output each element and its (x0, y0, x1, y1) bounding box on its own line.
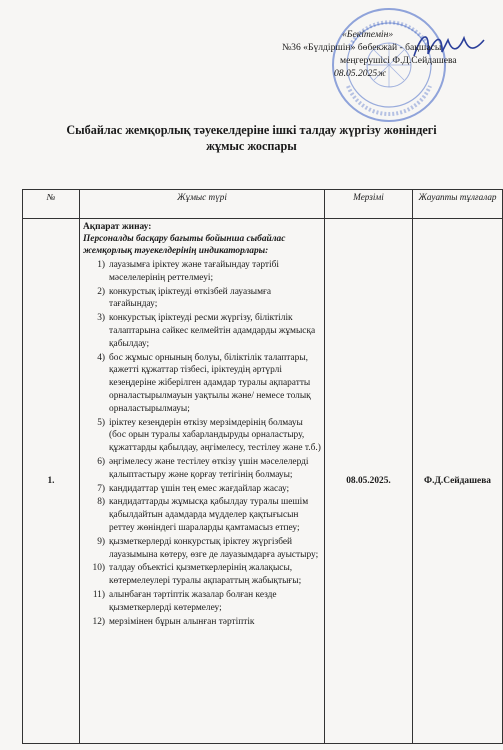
list-item (83, 589, 321, 615)
table-row (23, 219, 503, 744)
section-subtitle: Персоналды басқару бағыты бойынша сыбайлас жемқорлық тәуекелдерінің индикаторлары: (83, 234, 286, 256)
list-item (83, 352, 321, 416)
list-item-number: 5) (97, 417, 105, 428)
work-type-cell (80, 219, 325, 744)
list-item-number: 7) (97, 483, 105, 494)
list-item (83, 616, 321, 629)
list-item (83, 259, 321, 285)
responsible-cell: Ф.Д.Сейдашева (413, 219, 503, 744)
list-item (83, 417, 321, 455)
approval-heading: «Бекітемін» (342, 29, 394, 40)
list-item-text: лауазымға іріктеу және тағайындау тәртібі мәселелерінің реттелмеуі; (109, 260, 280, 283)
row-number: 1. (23, 219, 80, 744)
section-title: Ақпарат жинау: (83, 222, 152, 232)
list-item-number: 1) (97, 260, 105, 270)
list-item (83, 286, 321, 312)
list-item-number: 3) (97, 313, 105, 324)
list-item-text: бос жұмыс орнының болуы, біліктілік талаптары, қажетті құжаттар тізбесі, іріктеудің әртүрлі кезеңдеріне жіберілген адамдар туралы ақпаратты орналастырылмауын уақтылы және/ немесе толық орналастырылмауы; (109, 352, 311, 414)
list-item-number: 10) (92, 563, 105, 574)
list-item (83, 536, 321, 562)
list-item-text: кандидаттарды жұмысқа қабылдау туралы шешім қабылдайтын адамдарда мүдделер қақтығысын реттеу жөніндегі шараларды қамтамасыз етпеу; (109, 497, 309, 533)
list-item-number: 9) (97, 536, 105, 547)
deadline-cell: 08.05.2025. (325, 219, 413, 744)
list-item-text: кандидаттар үшін тең емес жағдайлар жасау; (109, 483, 290, 494)
list-item (83, 312, 321, 350)
title-line-1: Сыбайлас жемқорлық тәуекелдеріне ішкі талдау жүргізу жөніндегі (66, 123, 437, 137)
list-item-text: мерзімінен бұрын алынған тәртіптік (109, 616, 255, 627)
list-item (83, 456, 321, 482)
header-work-type: Жұмыс түрі (80, 190, 325, 219)
list-item-text: конкурстық іріктеуді өткізбей лауазымға тағайындау; (109, 286, 272, 310)
list-item-text: конкурстық іріктеуді ресми жүргізу, біліктілік талаптарына сәйкес келмейтін адамдарды жұмысқа қабылдау; (109, 313, 316, 349)
list-item-number: 8) (97, 497, 105, 508)
header-deadline: Мерзімі (325, 190, 413, 219)
header-number: № (23, 190, 80, 219)
list-item (83, 562, 321, 588)
list-item-text: алынбаған тәртіптік жазалар болған кезде қызметкерлерді көтермелеу; (109, 589, 277, 613)
table-header-row (23, 190, 503, 219)
document-title (40, 122, 463, 154)
list-item-text: қызметкерлерді конкурстық іріктеу жүргізбей лауазымына көтеру, өзге де лауазымдарға ауыстыру; (109, 536, 319, 560)
list-item-text: іріктеу кезеңдерін өткізу мерзімдерінің болмауы (бос орын туралы хабарландыруды орналастыру, құжаттарды қабылдау, әңгімелесу, тестілеу және т.б.) (109, 417, 321, 454)
list-item-number: 6) (97, 456, 105, 467)
indicator-list (83, 259, 321, 628)
list-item-text: әңгімелесу және тестілеу өткізу үшін мәселелерді қалыптастыру және қорғау тетігінің болмауы; (109, 456, 309, 480)
list-item-number: 2) (97, 286, 105, 297)
approval-organization: №36 «Бүлдіршін» бөбекжай - бақшасы (282, 42, 442, 53)
title-line-2: жұмыс жоспары (206, 139, 297, 153)
work-plan-table (22, 189, 503, 744)
list-item (83, 496, 321, 534)
list-item-text: талдау объектісі қызметкерлерінің жалақысы, көтермелеулері туралы ақпараттың жабықтығы; (109, 563, 302, 587)
list-item-number: 11) (92, 589, 105, 600)
list-item (83, 483, 321, 496)
list-item-number: 12) (92, 616, 105, 627)
approval-head-name: меңгерушісі Ф.Д.Сейдашева (340, 55, 457, 66)
header-responsible: Жауапты тұлғалар (413, 190, 503, 219)
list-item-number: 4) (97, 352, 105, 363)
approval-block (282, 28, 497, 80)
approval-date: 08.05.2025ж (334, 68, 387, 79)
